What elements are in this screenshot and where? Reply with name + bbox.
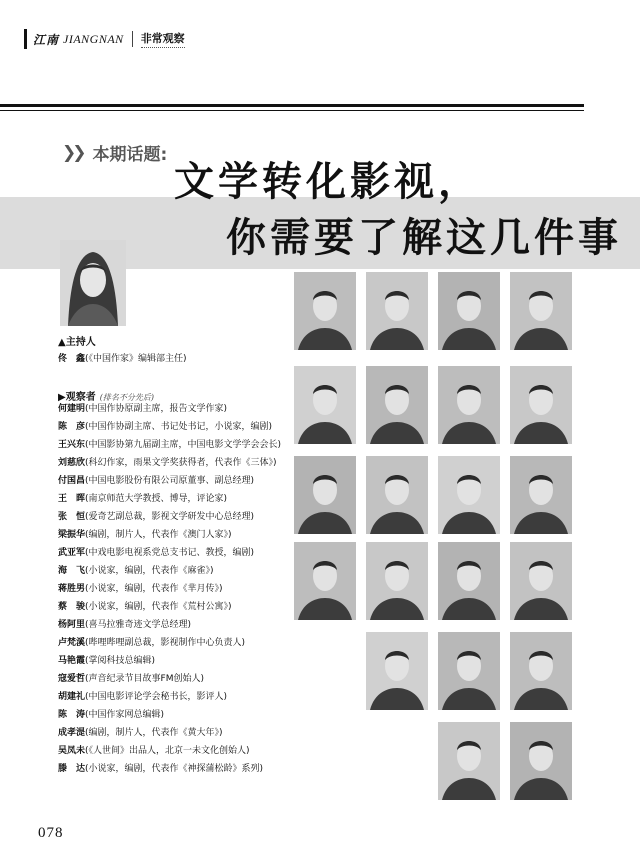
observer-name: 成孝湜 [58,728,86,738]
observer-name: 王 晖 [58,494,86,504]
list-item [58,760,281,778]
page-header [24,28,185,50]
observer-name: 付国昌 [58,476,86,486]
observer-name: 海 飞 [58,566,86,576]
portrait-photo [510,272,572,350]
observer-desc: (《人世间》出品人，北京一未文化创始人) [85,746,250,756]
observer-desc: (中国影协第九届副主席，中国电影文学学会会长) [85,440,282,450]
list-item [58,580,281,598]
observer-name: 梁振华 [58,530,86,540]
observer-desc: (中国作协副主席、书记处书记，小说家，编剧) [85,422,273,432]
page-number: 078 [38,825,64,841]
observers-label: ▶观察者 [58,392,96,403]
observer-name: 何建明 [58,404,86,414]
observer-name: 杨阿里 [58,620,86,630]
portrait-photo [510,722,572,800]
observer-desc: (小说家，编剧，代表作《麻雀》) [85,566,214,576]
list-item [58,562,281,580]
observer-desc: (哔哩哔哩副总裁，影视制作中心负责人) [85,638,246,648]
list-item [58,436,281,454]
portrait-photo [438,366,500,444]
article-title-line2: 你需要了解这几件事 [226,214,622,261]
host-section [58,333,187,368]
list-item [58,688,281,706]
list-item [58,670,281,688]
column-name: 非常观察 [141,30,185,48]
article-title-line1: 文学转化影视， [174,158,482,205]
observer-desc: (中国作协原副主席，报告文学作家) [85,404,228,414]
portrait-photo [438,456,500,534]
observer-desc: (小说家，编剧，代表作《芈月传》) [85,584,223,594]
observer-desc: (科幻作家，雨果文学奖获得者，代表作《三体》) [85,458,277,468]
observer-desc: (中国电影评论学会秘书长，影评人) [85,692,228,702]
header-rule-thick [0,104,584,107]
portrait-photo [510,542,572,620]
observer-name: 卢梵溪 [58,638,86,648]
host-line [58,350,187,368]
observer-name: 刘慈欣 [58,458,86,468]
topic-prefix: 本期话题: [92,145,168,165]
list-item [58,706,281,724]
portrait-photo [294,272,356,350]
portrait-photo [438,272,500,350]
observer-name: 蔡 骏 [58,602,86,612]
list-item [58,598,281,616]
list-item [58,544,281,562]
observer-desc: (掌阅科技总编辑) [85,656,156,666]
observer-desc: (小说家，编剧，代表作《荒村公寓》) [85,602,232,612]
host-photo [60,240,126,326]
observer-desc: (编剧，制片人，代表作《黄大年》) [85,728,223,738]
list-item [58,418,281,436]
host-name: 佟 鑫 [58,354,86,364]
host-label: ▲主持人 [58,337,96,348]
portrait-photo [510,632,572,710]
observer-desc: (喜马拉雅奇迹文学总经理) [85,620,192,630]
observer-desc: (爱奇艺副总裁，影视文学研发中心总经理) [85,512,255,522]
observer-desc: (中戏电影电视系党总支书记、教授，编剧) [85,548,255,558]
list-item [58,526,281,544]
portrait-photo [366,456,428,534]
list-item [58,616,281,634]
observer-name: 武亚军 [58,548,86,558]
portrait-photo [366,542,428,620]
list-item [58,454,281,472]
observer-name: 马艳霞 [58,656,86,666]
observer-name: 蒋胜男 [58,584,86,594]
portrait-photo [510,366,572,444]
portrait-photo [438,542,500,620]
observer-name: 胡建礼 [58,692,86,702]
observers-note: (排名不分先后) [99,393,154,402]
portrait-photo [366,366,428,444]
portrait-photo [438,632,500,710]
topic-label [62,140,167,165]
observer-name: 陈 彦 [58,422,86,432]
header-separator [132,31,133,47]
double-chevron-icon: ❯❯ [62,142,83,163]
portrait-photo [294,456,356,534]
list-item [58,724,281,742]
observer-name: 滕 达 [58,764,86,774]
list-item [58,652,281,670]
observer-name: 王兴东 [58,440,86,450]
observer-name: 寇爱哲 [58,674,86,684]
observer-desc: (声音纪录节目故事FM创始人) [85,674,204,684]
observer-name: 张 恒 [58,512,86,522]
portrait-photo [366,632,428,710]
portrait-photo [294,542,356,620]
list-item [58,400,281,418]
portrait-photo [438,722,500,800]
portrait-photo [366,272,428,350]
list-item [58,490,281,508]
magazine-logo: 江南 [33,32,60,47]
header-rule-thin [0,110,584,111]
list-item [58,508,281,526]
observer-list [58,400,281,778]
observer-name: 陈 涛 [58,710,86,720]
observer-desc: (中国作家网总编辑) [85,710,165,720]
portrait-photo [510,456,572,534]
observer-desc: (南京师范大学教授、博导，评论家) [85,494,228,504]
list-item [58,472,281,490]
portrait-photo [294,366,356,444]
observer-desc: (小说家，编剧，代表作《神探蒲松龄》系列) [85,764,264,774]
magazine-brand: JIANGNAN [63,31,124,46]
observer-name: 吴凤未 [58,746,86,756]
host-desc: (《中国作家》编辑部主任) [85,354,187,364]
list-item [58,634,281,652]
header-bar [24,29,27,49]
observer-desc: (中国电影股份有限公司原董事、副总经理) [85,476,255,486]
observer-desc: (编剧，制片人，代表作《澳门人家》) [85,530,232,540]
list-item [58,742,281,760]
